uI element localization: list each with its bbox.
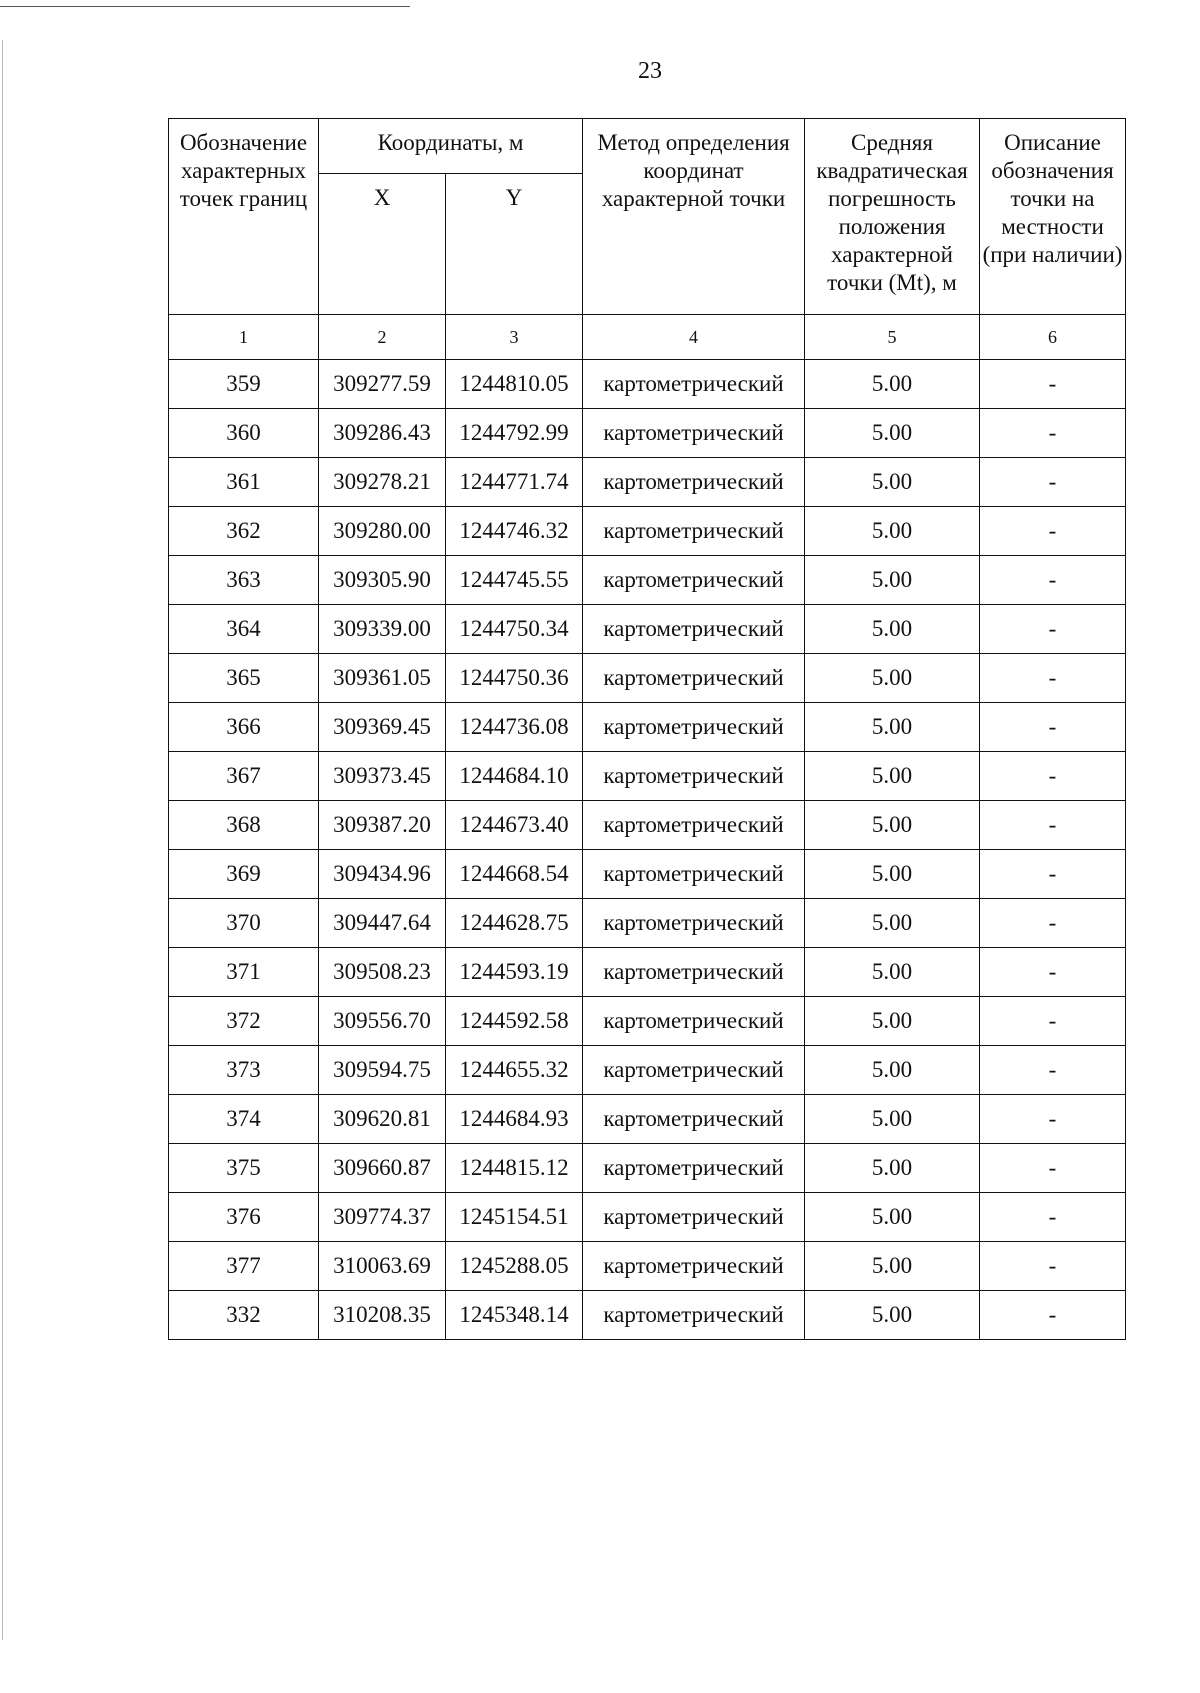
- description-cell: -: [980, 458, 1126, 507]
- y-coordinate-cell: 1244771.74: [446, 458, 583, 507]
- x-coordinate-cell: 309339.00: [319, 605, 446, 654]
- point-number-cell: 368: [169, 801, 319, 850]
- scan-line-top: [0, 6, 410, 7]
- table-row: [169, 1291, 1126, 1340]
- point-number-cell: 364: [169, 605, 319, 654]
- y-coordinate-cell: 1244593.19: [446, 948, 583, 997]
- method-cell: картометрический: [583, 801, 805, 850]
- description-cell: -: [980, 1291, 1126, 1340]
- method-cell: картометрический: [583, 458, 805, 507]
- column-number: 6: [980, 315, 1126, 360]
- y-coordinate-cell: 1245348.14: [446, 1291, 583, 1340]
- y-coordinate-cell: 1244655.32: [446, 1046, 583, 1095]
- method-cell: картометрический: [583, 507, 805, 556]
- error-cell: 5.00: [805, 1046, 980, 1095]
- column-number: 2: [319, 315, 446, 360]
- y-coordinate-cell: 1244750.34: [446, 605, 583, 654]
- method-cell: картометрический: [583, 752, 805, 801]
- table-row: [169, 458, 1126, 507]
- x-coordinate-cell: 309277.59: [319, 360, 446, 409]
- description-cell: -: [980, 752, 1126, 801]
- table-row: [169, 507, 1126, 556]
- table-row: [169, 850, 1126, 899]
- y-coordinate-cell: 1244592.58: [446, 997, 583, 1046]
- scan-edge-left: [2, 40, 3, 1640]
- point-number-cell: 377: [169, 1242, 319, 1291]
- y-coordinate-cell: 1244684.93: [446, 1095, 583, 1144]
- error-cell: 5.00: [805, 703, 980, 752]
- error-cell: 5.00: [805, 458, 980, 507]
- point-number-cell: 365: [169, 654, 319, 703]
- error-cell: 5.00: [805, 1144, 980, 1193]
- point-number-cell: 359: [169, 360, 319, 409]
- table-row: [169, 1242, 1126, 1291]
- description-cell: -: [980, 850, 1126, 899]
- description-cell: -: [980, 997, 1126, 1046]
- description-cell: -: [980, 703, 1126, 752]
- point-number-cell: 363: [169, 556, 319, 605]
- table-row: [169, 360, 1126, 409]
- error-cell: 5.00: [805, 556, 980, 605]
- description-cell: -: [980, 1193, 1126, 1242]
- table-row: [169, 997, 1126, 1046]
- method-cell: картометрический: [583, 409, 805, 458]
- y-coordinate-cell: 1244736.08: [446, 703, 583, 752]
- error-cell: 5.00: [805, 360, 980, 409]
- y-coordinate-cell: 1244684.10: [446, 752, 583, 801]
- table-row: [169, 1095, 1126, 1144]
- error-cell: 5.00: [805, 1193, 980, 1242]
- point-number-cell: 373: [169, 1046, 319, 1095]
- method-cell: картометрический: [583, 556, 805, 605]
- error-cell: 5.00: [805, 1095, 980, 1144]
- x-coordinate-cell: 309369.45: [319, 703, 446, 752]
- description-cell: -: [980, 899, 1126, 948]
- error-cell: 5.00: [805, 850, 980, 899]
- x-coordinate-cell: 309305.90: [319, 556, 446, 605]
- error-cell: 5.00: [805, 899, 980, 948]
- point-number-cell: 369: [169, 850, 319, 899]
- table-row: [169, 899, 1126, 948]
- x-coordinate-cell: 309447.64: [319, 899, 446, 948]
- table-row: [169, 703, 1126, 752]
- method-cell: картометрический: [583, 605, 805, 654]
- method-cell: картометрический: [583, 948, 805, 997]
- description-cell: -: [980, 360, 1126, 409]
- method-cell: картометрический: [583, 360, 805, 409]
- y-coordinate-cell: 1244673.40: [446, 801, 583, 850]
- x-coordinate-cell: 309278.21: [319, 458, 446, 507]
- column-number: 3: [446, 315, 583, 360]
- x-coordinate-cell: 309774.37: [319, 1193, 446, 1242]
- error-cell: 5.00: [805, 409, 980, 458]
- x-coordinate-cell: 309660.87: [319, 1144, 446, 1193]
- error-cell: 5.00: [805, 654, 980, 703]
- x-coordinate-cell: 309387.20: [319, 801, 446, 850]
- page-number: 23: [638, 58, 662, 84]
- description-cell: -: [980, 654, 1126, 703]
- y-coordinate-cell: 1244668.54: [446, 850, 583, 899]
- table-row: [169, 752, 1126, 801]
- error-cell: 5.00: [805, 605, 980, 654]
- column-number-row: [169, 315, 1126, 360]
- table-row: [169, 801, 1126, 850]
- x-coordinate-cell: 309286.43: [319, 409, 446, 458]
- y-coordinate-cell: 1244815.12: [446, 1144, 583, 1193]
- error-cell: 5.00: [805, 1242, 980, 1291]
- method-cell: картометрический: [583, 899, 805, 948]
- method-cell: картометрический: [583, 654, 805, 703]
- y-coordinate-cell: 1244792.99: [446, 409, 583, 458]
- column-number: 1: [169, 315, 319, 360]
- point-number-cell: 374: [169, 1095, 319, 1144]
- description-cell: -: [980, 1095, 1126, 1144]
- header-coordinates: Координаты, м: [319, 119, 583, 174]
- point-number-cell: 375: [169, 1144, 319, 1193]
- method-cell: картометрический: [583, 1193, 805, 1242]
- description-cell: -: [980, 1144, 1126, 1193]
- description-cell: -: [980, 801, 1126, 850]
- x-coordinate-cell: 309373.45: [319, 752, 446, 801]
- error-cell: 5.00: [805, 948, 980, 997]
- error-cell: 5.00: [805, 752, 980, 801]
- table-row: [169, 605, 1126, 654]
- method-cell: картометрический: [583, 1291, 805, 1340]
- error-cell: 5.00: [805, 997, 980, 1046]
- header-y: Y: [446, 174, 583, 315]
- point-number-cell: 376: [169, 1193, 319, 1242]
- y-coordinate-cell: 1245154.51: [446, 1193, 583, 1242]
- method-cell: картометрический: [583, 997, 805, 1046]
- table-row: [169, 556, 1126, 605]
- point-number-cell: 371: [169, 948, 319, 997]
- y-coordinate-cell: 1245288.05: [446, 1242, 583, 1291]
- method-cell: картометрический: [583, 1095, 805, 1144]
- table-row: [169, 654, 1126, 703]
- y-coordinate-cell: 1244628.75: [446, 899, 583, 948]
- method-cell: картометрический: [583, 703, 805, 752]
- x-coordinate-cell: 309556.70: [319, 997, 446, 1046]
- method-cell: картометрический: [583, 1242, 805, 1291]
- x-coordinate-cell: 309594.75: [319, 1046, 446, 1095]
- column-number: 5: [805, 315, 980, 360]
- description-cell: -: [980, 1242, 1126, 1291]
- header-error: Средняя квадратическая погрешность положения характерной точки (Mt), м: [805, 119, 980, 315]
- description-cell: -: [980, 1046, 1126, 1095]
- point-number-cell: 372: [169, 997, 319, 1046]
- x-coordinate-cell: 310208.35: [319, 1291, 446, 1340]
- x-coordinate-cell: 310063.69: [319, 1242, 446, 1291]
- column-number: 4: [583, 315, 805, 360]
- table-row: [169, 1144, 1126, 1193]
- header-designation: Обозначение характерных точек границ: [169, 119, 319, 315]
- description-cell: -: [980, 507, 1126, 556]
- y-coordinate-cell: 1244810.05: [446, 360, 583, 409]
- error-cell: 5.00: [805, 507, 980, 556]
- method-cell: картометрический: [583, 1046, 805, 1095]
- x-coordinate-cell: 309508.23: [319, 948, 446, 997]
- point-number-cell: 361: [169, 458, 319, 507]
- header-method: Метод определения координат характерной точки: [583, 119, 805, 315]
- description-cell: -: [980, 605, 1126, 654]
- description-cell: -: [980, 556, 1126, 605]
- description-cell: -: [980, 948, 1126, 997]
- y-coordinate-cell: 1244750.36: [446, 654, 583, 703]
- point-number-cell: 360: [169, 409, 319, 458]
- method-cell: картометрический: [583, 1144, 805, 1193]
- method-cell: картометрический: [583, 850, 805, 899]
- x-coordinate-cell: 309280.00: [319, 507, 446, 556]
- table-row: [169, 1046, 1126, 1095]
- error-cell: 5.00: [805, 1291, 980, 1340]
- table-row: [169, 409, 1126, 458]
- point-number-cell: 367: [169, 752, 319, 801]
- x-coordinate-cell: 309434.96: [319, 850, 446, 899]
- table-row: [169, 948, 1126, 997]
- header-description: Описание обозначения точки на местности (при наличии): [980, 119, 1126, 315]
- y-coordinate-cell: 1244745.55: [446, 556, 583, 605]
- table-row: [169, 1193, 1126, 1242]
- point-number-cell: 370: [169, 899, 319, 948]
- boundary-points-table: [168, 118, 1126, 1340]
- header-x: X: [319, 174, 446, 315]
- x-coordinate-cell: 309361.05: [319, 654, 446, 703]
- description-cell: -: [980, 409, 1126, 458]
- point-number-cell: 366: [169, 703, 319, 752]
- y-coordinate-cell: 1244746.32: [446, 507, 583, 556]
- point-number-cell: 362: [169, 507, 319, 556]
- error-cell: 5.00: [805, 801, 980, 850]
- point-number-cell: 332: [169, 1291, 319, 1340]
- x-coordinate-cell: 309620.81: [319, 1095, 446, 1144]
